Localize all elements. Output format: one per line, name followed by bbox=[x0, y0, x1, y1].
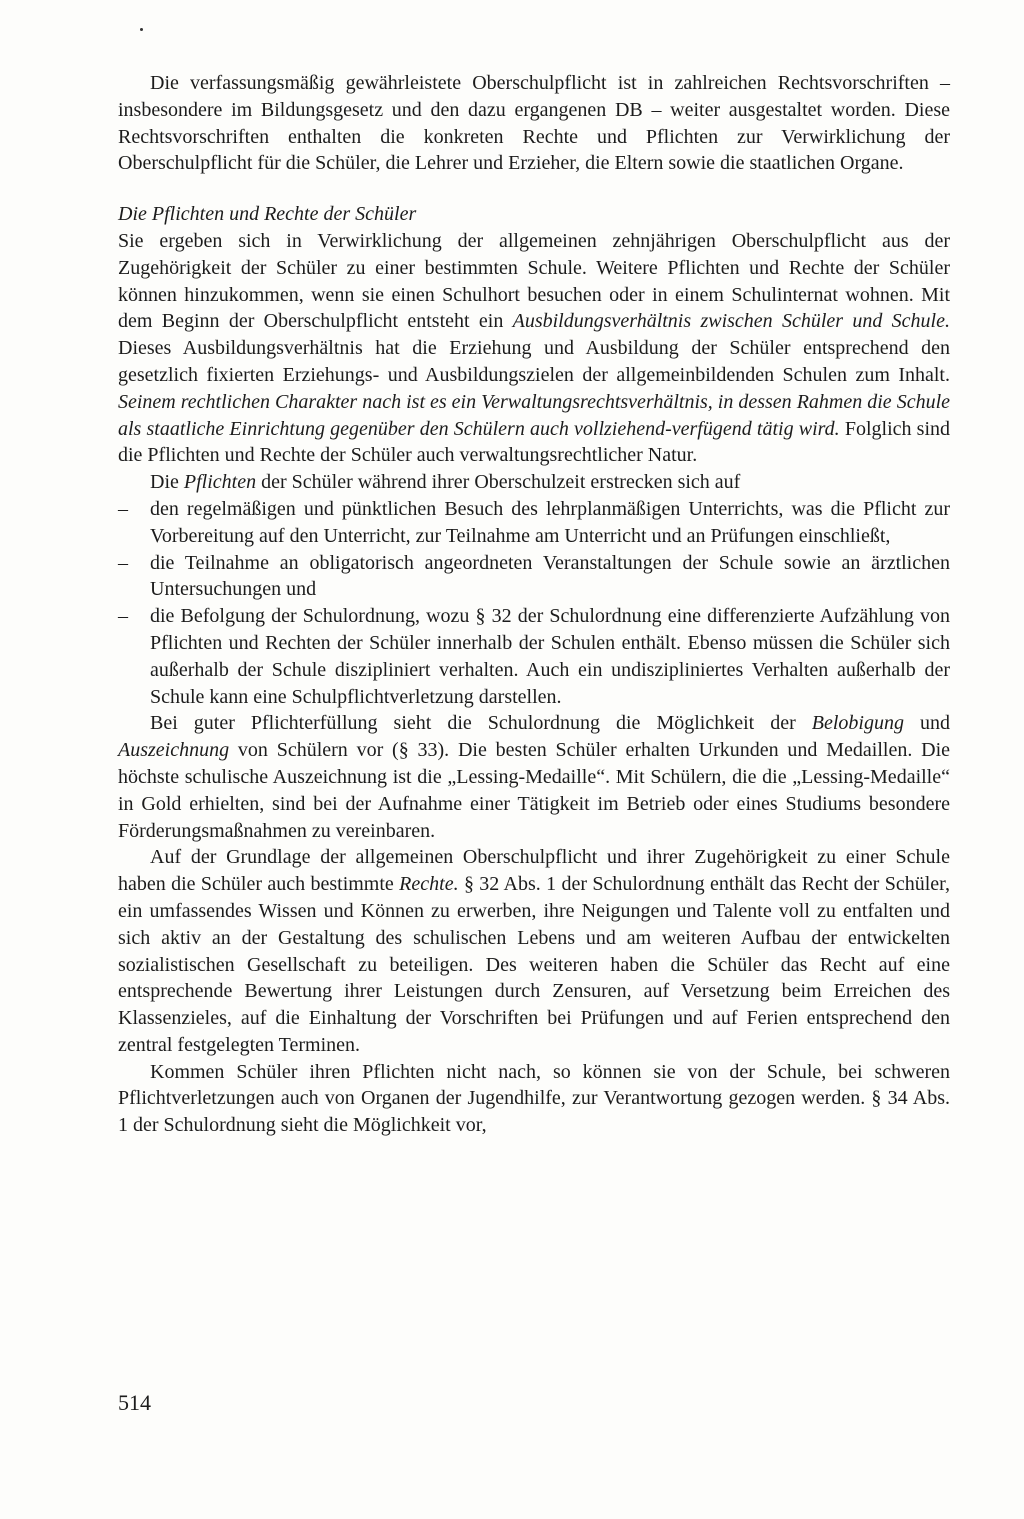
duties-list bbox=[118, 496, 950, 710]
dash-bullet: – bbox=[118, 605, 128, 628]
page-number: 514 bbox=[118, 1390, 151, 1415]
paragraph-2: Sie ergeben sich in Verwirklichung der allgemeinen zehnjährigen Oberschulpflicht aus der Zugehörigkeit der Schüler zu einer bestimmten Schule. Weitere Pflichten und Rechte der Schüler können hinzukommen, wenn sie einen Schulhort besuchen oder in einem Schulinternat wohnen. Mit dem Beginn der Oberschulpflicht entsteht ein Ausbildungsverhältnis zwischen Schüler und Schule. Dieses Ausbildungsverhältnis hat die Erziehung und Ausbildung der Schüler entsprechend den gesetzlich fixierten Erziehungs- und Ausbildungszielen der allgemeinbildenden Schulen zum Inhalt. Seinem rechtlichen Charakter nach ist es ein Verwaltungsrechtsverhältnis, in dessen Rahmen die Schule als staatliche Einrichtung gegenüber den Schülern auch vollziehend-verfügend tätig wird. Folglich sind die Pflichten und Rechte der Schüler auch verwaltungsrechtlicher Natur. bbox=[118, 229, 950, 467]
body-text bbox=[118, 70, 950, 1139]
paragraph-5: Auf der Grundlage der allgemeinen Oberschulpflicht und ihrer Zugehörigkeit zu einer Schule haben die Schüler auch bestimmte Rechte. § 32 Abs. 1 der Schulordnung enthält das Recht der Schüler, ein umfassendes Wissen und Können zu erwerben, ihre Neigungen und Talente voll zu entfalten und sich aktiv an der Gestaltung des schulischen Lebens und am weiteren Aufbau der entwickelten sozialistischen Gesellschaft zu beteiligen. Des weiteren haben die Schüler das Recht auf eine entsprechende Bewertung ihrer Leistungen durch Zensuren, auf Versetzung beim Erreichen des Klassenzieles, auf die Einhaltung der Vorschriften bei Prüfungen und auf Ferien entsprechend den zentral festgelegten Terminen. bbox=[118, 846, 950, 1056]
paragraph-1: Die verfassungsmäßig gewährleistete Oberschulpflicht ist in zahlreichen Rechtsvorschriften – insbesondere im Bildungsgesetz und den dazu ergangenen DB – weiter ausgestaltet worden. Diese Rechtsvorschriften enthalten die konkreten Rechte und Pflichten zur Verwirklichung der Oberschulpflicht für die Schüler, die Lehrer und Erzieher, die Eltern sowie die staatlichen Organe. bbox=[118, 72, 950, 175]
paragraph-6: Kommen Schüler ihren Pflichten nicht nach, so können sie von der Schule, bei schweren Pflichtverletzungen auch von Organen der Jugendhilfe, zur Verantwortung gezogen werden. § 34 Abs. 1 der Schulordnung sieht die Möglichkeit vor, bbox=[118, 1060, 950, 1137]
paragraph-4: Bei guter Pflichterfüllung sieht die Schulordnung die Möglichkeit der Belobigung und Auszeichnung von Schülern vor (§ 33). Die besten Schüler erhalten Urkunden und Medaillen. Die höchste schulische Auszeichnung ist die „Lessing-Medaille“. Mit Schülern, die die „Lessing-Medaille“ in Gold erhielten, sind bei der Aufnahme einer Tätigkeit im Betrieb oder eines Studiums besondere Förderungsmaßnahmen zu vereinbaren. bbox=[118, 712, 950, 842]
list-item: – den regelmäßigen und pünktlichen Besuch des lehrplanmäßigen Unterrichts, was die Pflicht zur Vorbereitung auf den Unterricht, zur Teilnahme am Unterricht und an Prüfungen einschließt, bbox=[118, 497, 950, 547]
list-item: – die Befolgung der Schulordnung, wozu § 32 der Schulordnung eine differenzierte Aufzählung von Pflichten und Rechten der Schüler innerhalb der Schulen enthält. Ebenso müssen die Schüler sich außerhalb der Schule diszipliniert verhalten. Auch ein undiszipliniertes Verhalten außerhalb der Schule kann eine Schulpflichtverletzung darstellen. bbox=[118, 605, 950, 708]
section-heading: Die Pflichten und Rechte der Schüler bbox=[118, 203, 417, 226]
dash-bullet: – bbox=[118, 497, 128, 520]
speck-mark bbox=[140, 28, 143, 31]
paragraph-3: Die Pflichten der Schüler während ihrer Oberschulzeit erstrecken sich auf bbox=[150, 471, 741, 494]
dash-bullet: – bbox=[118, 551, 128, 574]
list-item: – die Teilnahme an obligatorisch angeordneten Veranstaltungen der Schule sowie an ärztlichen Untersuchungen und bbox=[118, 551, 950, 601]
